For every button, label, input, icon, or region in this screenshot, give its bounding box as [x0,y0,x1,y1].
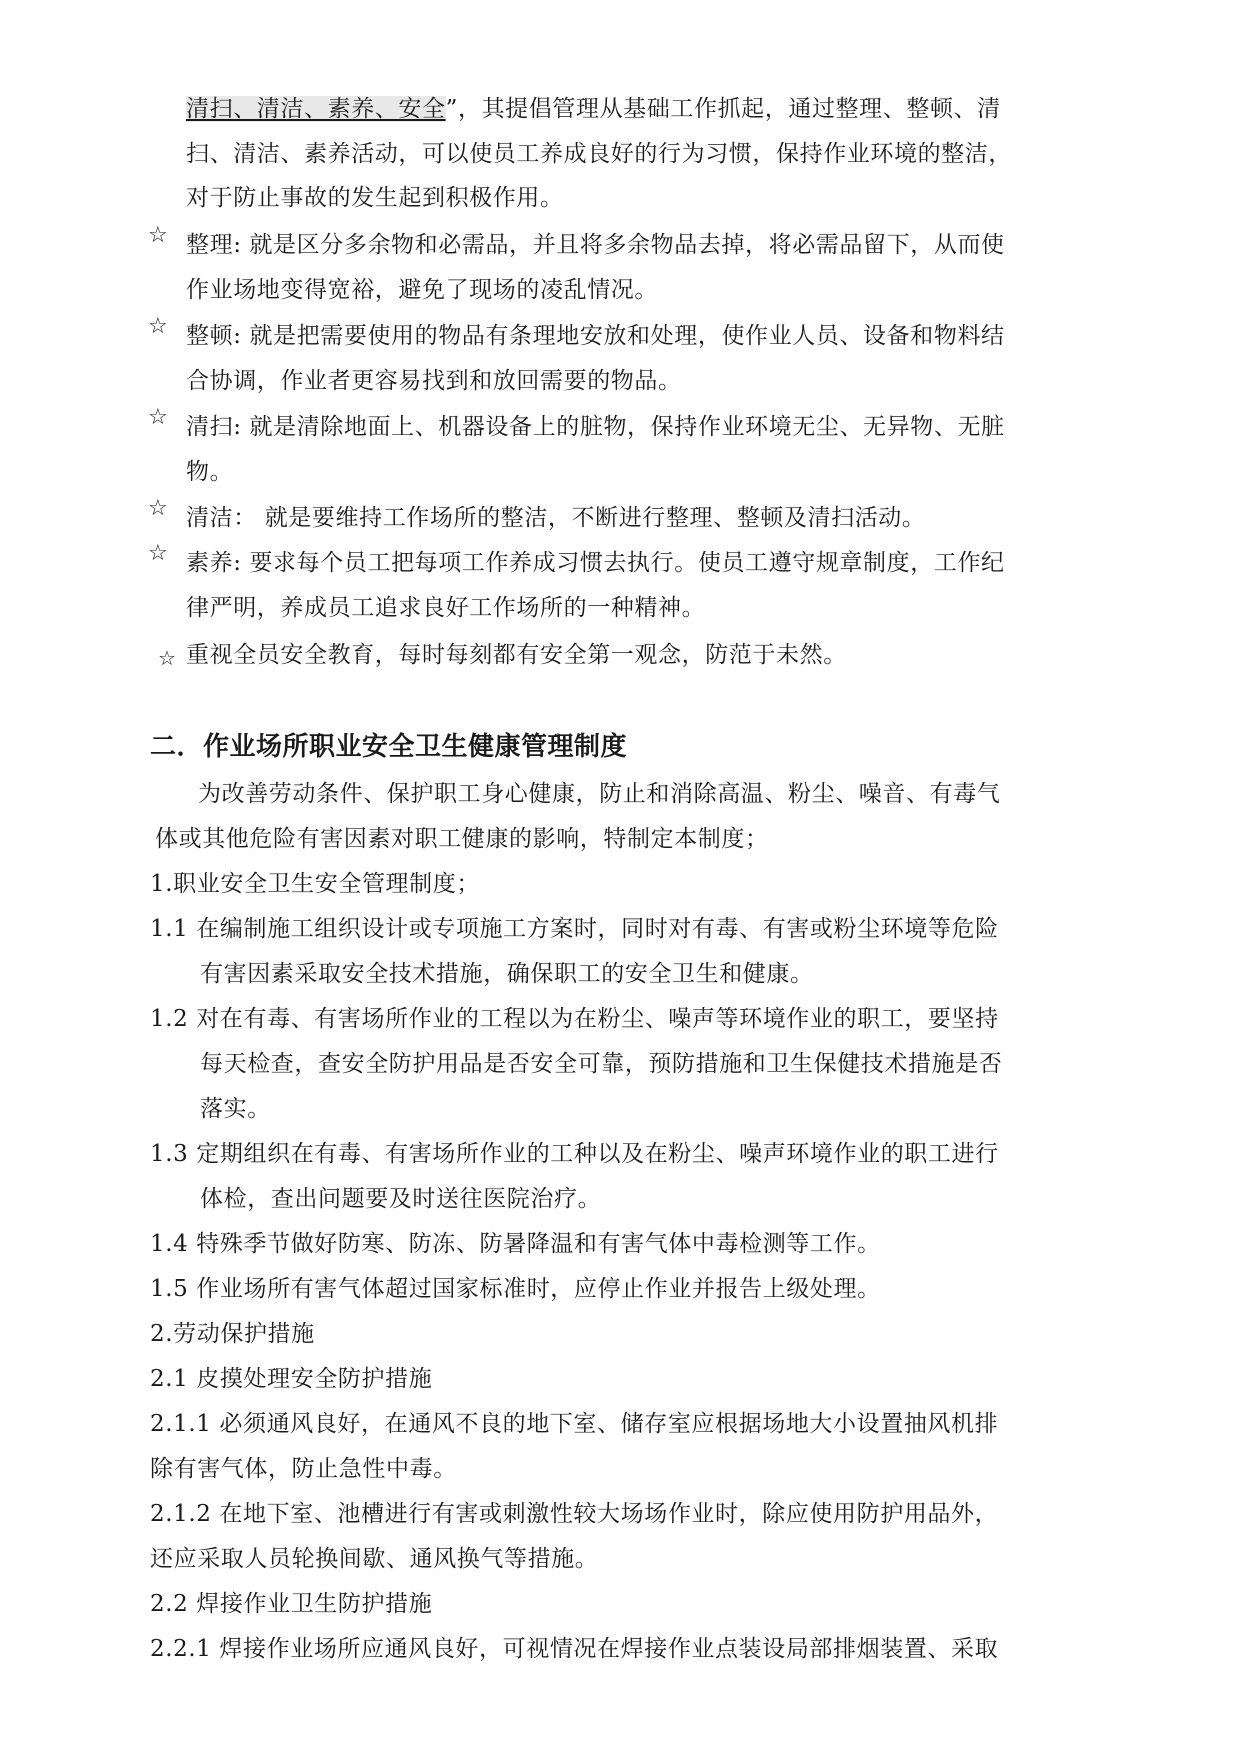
bullet-line: 物。 [186,459,234,485]
bullet-line: 清洁： 就是要维持工作场所的整洁，不断进行整理、整顿及清扫活动。 [186,505,926,531]
item-line: 落实。 [200,1096,271,1122]
item-line: 除有害气体，防止急性中毒。 [150,1456,457,1482]
item-line: 有害因素采取安全技术措施，确保职工的安全卫生和健康。 [200,961,814,987]
item-line: 1.2 对在有毒、有害场所作业的工程以为在粉尘、噪声等环境作业的职工，要坚持 [150,1006,999,1032]
star-icon: ☆ [148,405,168,430]
star-icon: ☆ [148,496,168,521]
star-icon: ☆ [148,314,168,339]
paragraph-line: 扫、清洁、素养活动，可以使员工养成良好的行为习惯，保持作业环境的整洁， [186,141,1012,167]
item-line: 体检，查出问题要及时送往医院治疗。 [200,1186,602,1212]
item-line: 2.2.1 焊接作业场所应通风良好，可视情况在焊接作业点装设局部排烟装置、采取 [150,1636,999,1662]
item-line: 1.职业安全卫生安全管理制度； [150,871,480,897]
bullet-line: 重视全员安全教育，每时每刻都有安全第一观念，防范于未然。 [186,642,847,668]
item-line: 1.3 定期组织在有毒、有害场所作业的工种以及在粉尘、噪声环境作业的职工进行 [150,1141,999,1167]
item-line: 1.5 作业场所有害气体超过国家标准时，应停止作业并报告上级处理。 [150,1276,881,1302]
paragraph-line: 对于防止事故的发生起到积极作用。 [186,185,564,211]
item-line: 2.1 皮摸处理安全防护措施 [150,1366,433,1392]
item-line: 2.1.2 在地下室、池槽进行有害或刺激性较大场场作业时，除应使用防护用品外， [150,1501,999,1527]
item-line: 2.劳动保护措施 [150,1321,315,1347]
highlighted-text: 清扫、清洁、素养、安全 [186,96,446,122]
star-icon: ☆ [158,646,176,670]
bullet-line: 素养: 要求每个员工把每项工作养成习惯去执行。使员工遵守规章制度，工作纪 [186,550,1005,576]
paragraph-text: ”，其提倡管理从基础工作抓起，通过整理、整顿、清 [445,96,1001,122]
item-line: 2.2 焊接作业卫生防护措施 [150,1591,433,1617]
item-line: 每天检查，查安全防护用品是否安全可靠，预防措施和卫生保健技术措施是否 [200,1051,1003,1077]
item-line: 1.1 在编制施工组织设计或专项施工方案时，同时对有毒、有害或粉尘环境等危险 [150,916,999,942]
bullet-line: 合协调，作业者更容易找到和放回需要的物品。 [186,368,682,394]
item-line: 1.4 特殊季节做好防寒、防冻、防暑降温和有害气体中毒检测等工作。 [150,1231,881,1257]
item-line: 还应采取人员轮换间歇、通风换气等措施。 [150,1546,599,1572]
star-icon: ☆ [148,223,168,248]
section-heading: 二．作业场所职业安全卫生健康管理制度 [150,732,628,762]
bullet-line: 律严明，养成员工追求良好工作场所的一种精神。 [186,595,706,621]
intro-line: 为改善劳动条件、保护职工身心健康，防止和消除高温、粉尘、噪音、有毒气 [198,781,1001,807]
intro-line: 体或其他危险有害因素对职工健康的影响，特制定本制度； [155,826,769,852]
bullet-line: 整理: 就是区分多余物和必需品，并且将多余物品去掉，将必需品留下，从而使 [186,232,1005,258]
bullet-line: 整顿: 就是把需要使用的物品有条理地安放和处理，使作业人员、设备和物料结 [186,323,1005,349]
item-line: 2.1.1 必须通风良好，在通风不良的地下室、储存室应根据场地大小设置抽风机排 [150,1411,999,1437]
paragraph-line [186,94,1001,124]
bullet-line: 作业场地变得宽裕，避免了现场的凌乱情况。 [186,277,658,303]
star-icon: ☆ [148,541,168,566]
bullet-line: 清扫: 就是清除地面上、机器设备上的脏物，保持作业环境无尘、无异物、无脏 [186,414,1005,440]
